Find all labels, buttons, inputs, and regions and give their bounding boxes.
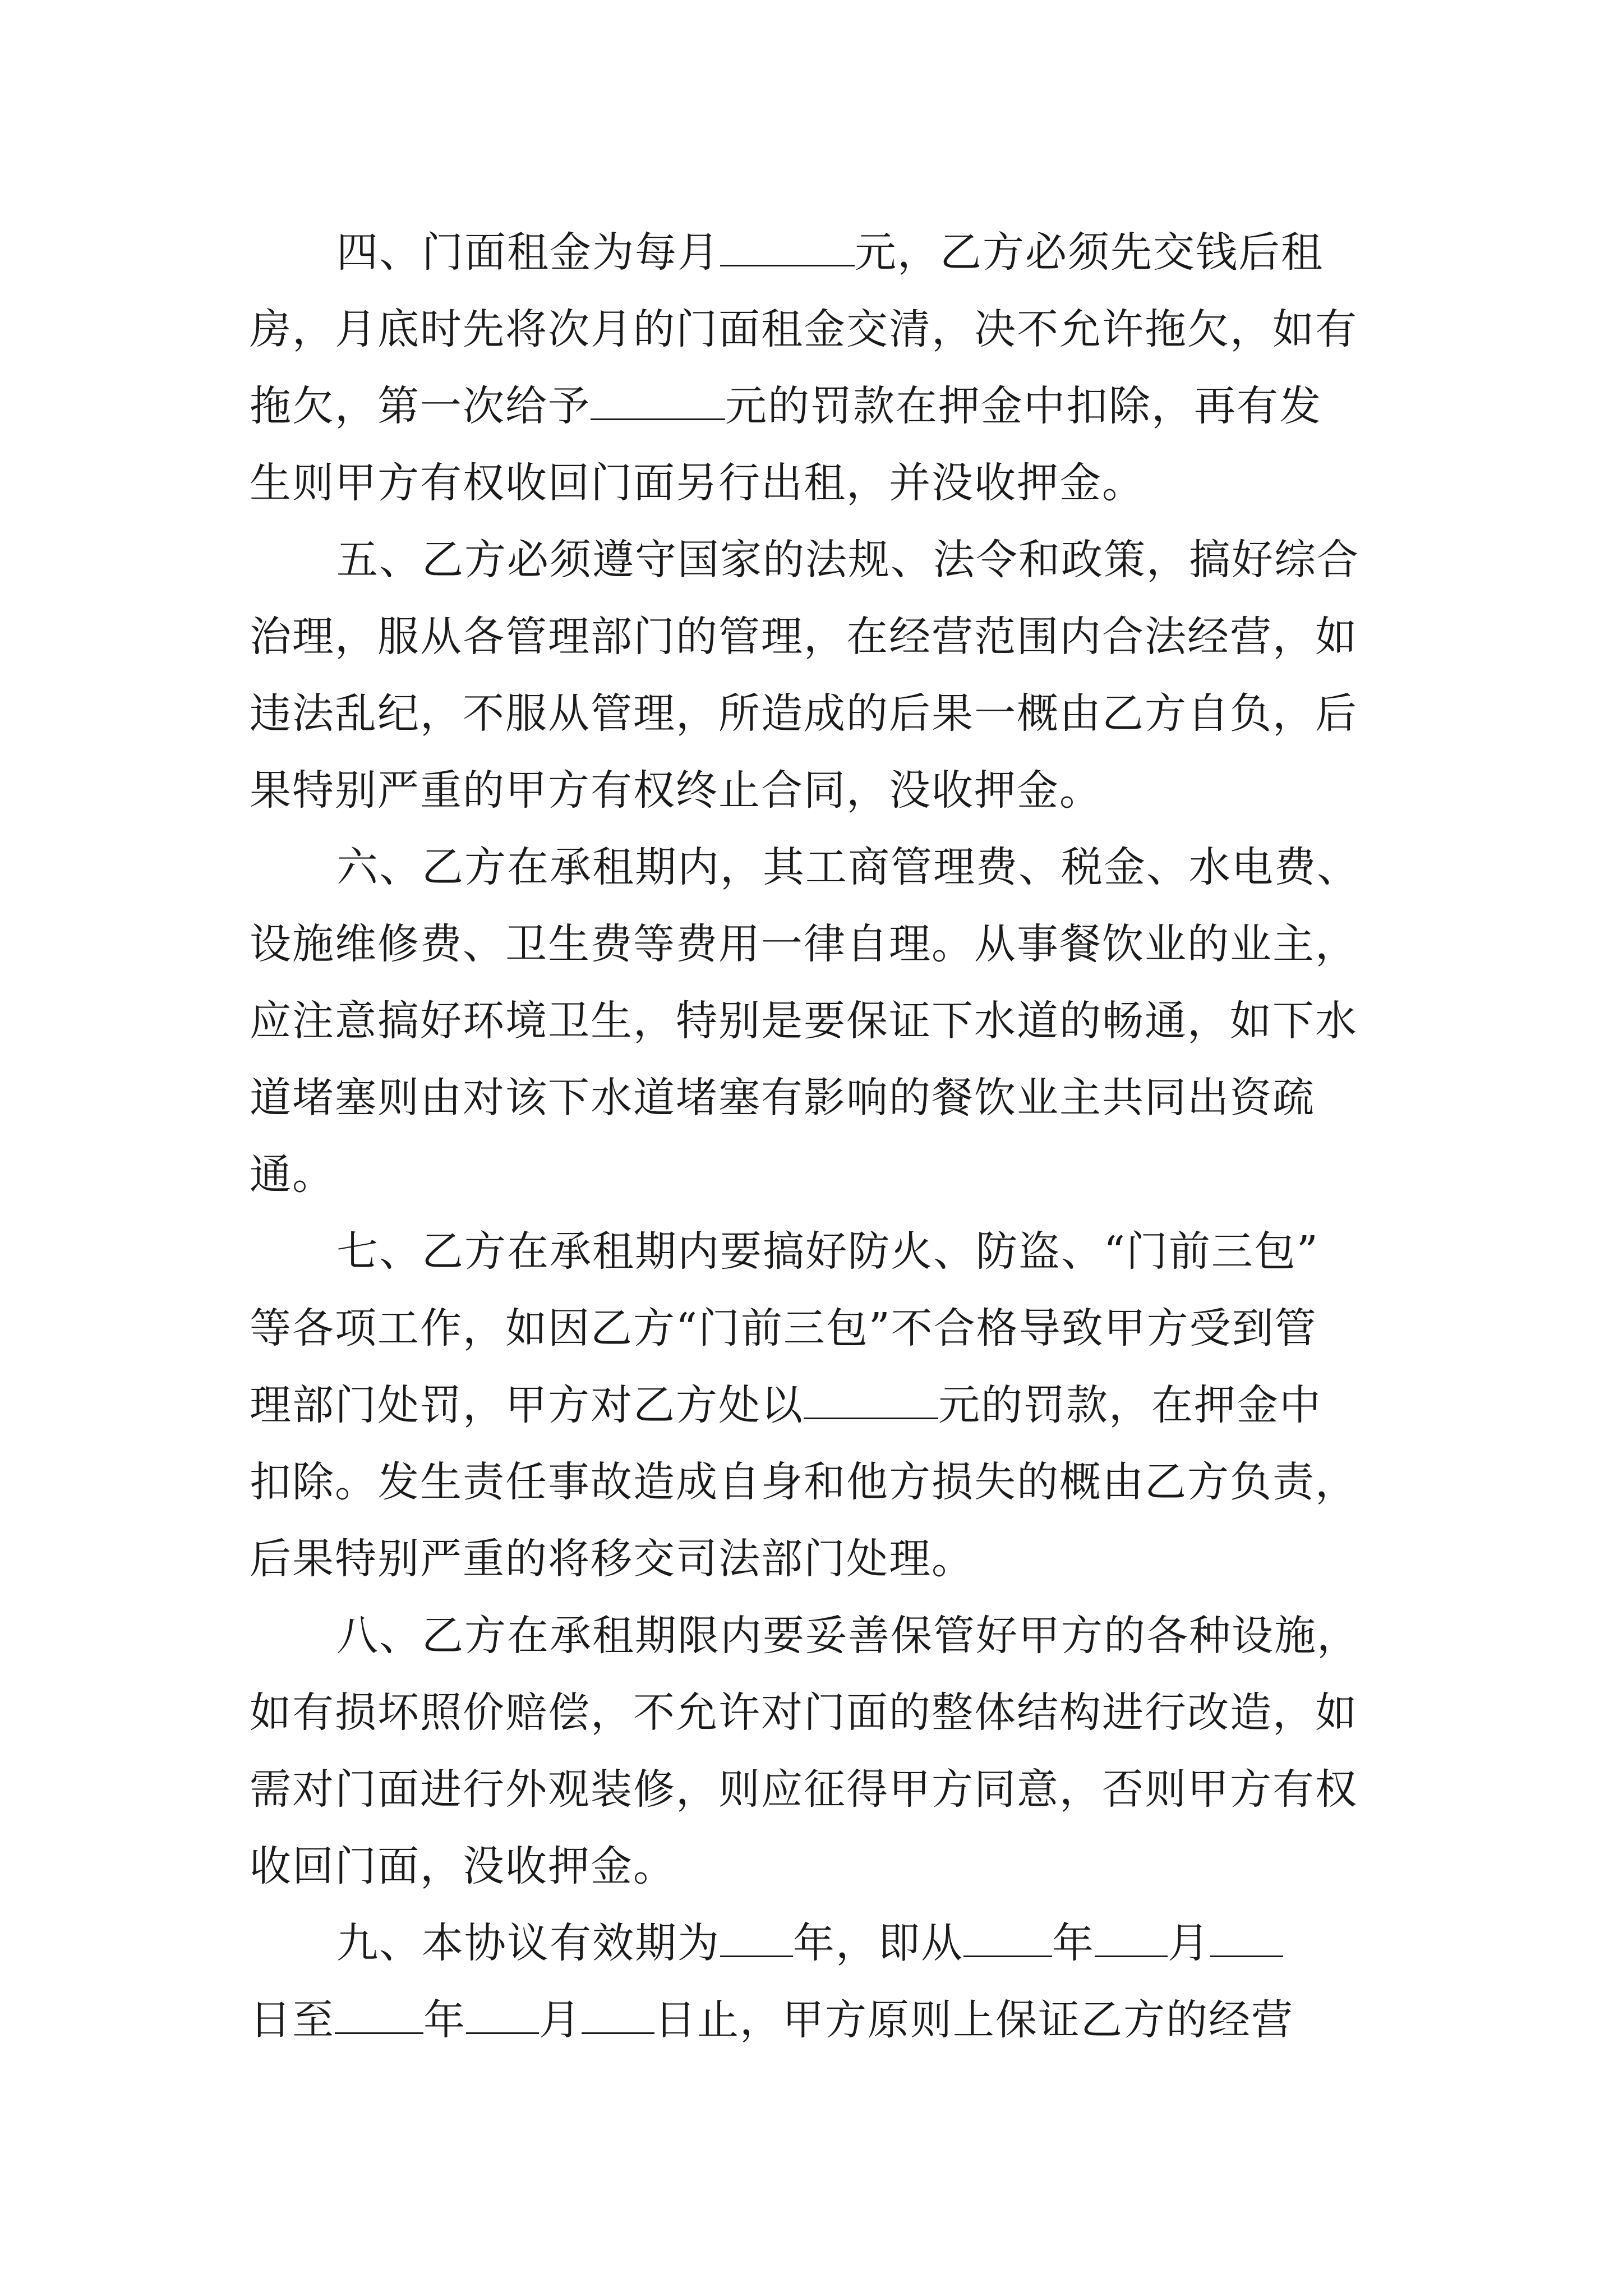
line-text: 五、乙方必须遵守国家的法规、法令和政策，搞好综合 [336,536,1359,584]
fill-in-blank[interactable] [1210,1921,1283,1957]
line-text: 元，乙方必须先交钱后租 [855,228,1324,277]
line-text: 九、本协议有效期为 [336,1919,720,1967]
text-line [250,829,1388,906]
line-text: 四、门面租金为每月 [336,228,720,277]
text-line [250,1828,1388,1905]
text-line [250,1905,1388,1982]
line-text: 元的罚款，在押金中 [938,1381,1322,1429]
line-text: 七、乙方在承租期内要搞好防火、防盗、“门前三包” [336,1227,1319,1276]
text-line [250,983,1388,1060]
fill-in-blank[interactable] [582,1998,654,2034]
text-line [250,1367,1388,1444]
text-line [250,1060,1388,1137]
line-text: 应注意搞好环境卫生，特别是要保证下水道的畅通，如下水 [250,997,1358,1045]
fill-in-blank[interactable] [720,1921,793,1957]
paragraph-clause-9 [250,1905,1388,2059]
text-line [250,599,1388,675]
text-line [250,906,1388,983]
fill-in-blank[interactable] [720,230,855,266]
text-line [250,291,1388,368]
text-line [250,1213,1388,1290]
line-text: 六、乙方在承租期内，其工商管理费、税金、水电费、 [336,843,1359,891]
line-text: 等各项工作，如因乙方“门前三包”不合格导致甲方受到管 [250,1304,1317,1352]
line-text: 年，即从 [793,1919,963,1967]
line-text: 果特别严重的甲方有权终止合同，没收押金。 [250,766,1102,815]
fill-in-blank[interactable] [804,1383,938,1419]
text-line [250,1444,1388,1521]
line-text: 理部门处罚，甲方对乙方处以 [250,1381,804,1429]
paragraph-clause-8 [250,1598,1388,1905]
line-text: 八、乙方在承租期限内要妥善保管好甲方的各种设施， [336,1612,1359,1660]
line-text: 日止，甲方原则上保证乙方的经营 [654,1996,1294,2044]
text-line [250,1137,1388,1213]
fill-in-blank[interactable] [963,1921,1052,1957]
line-text: 收回门面，没收押金。 [250,1842,676,1890]
line-text: 如有损坏照价赔偿，不允许对门面的整体结构进行改造，如 [250,1688,1358,1737]
paragraph-clause-7 [250,1213,1388,1598]
text-line [250,522,1388,599]
text-line [250,752,1388,829]
text-line [250,1674,1388,1751]
fill-in-blank[interactable] [466,1998,539,2034]
line-text: 房，月底时先将次月的门面租金交清，决不允许拖欠，如有 [250,305,1358,353]
fill-in-blank[interactable] [335,1998,423,2034]
text-line [250,1598,1388,1674]
text-line [250,1290,1388,1367]
line-text: 元的罚款在押金中扣除，再有发 [725,382,1322,430]
text-line [250,445,1388,522]
line-text: 生则甲方有权收回门面另行出租，并没收押金。 [250,459,1145,507]
line-text: 月 [539,1996,582,2044]
line-text: 治理，服从各管理部门的管理，在经营范围内合法经营，如 [250,613,1358,661]
contract-body [250,214,1388,2059]
text-line [250,1521,1388,1598]
paragraph-clause-4 [250,214,1388,522]
line-text: 需对门面进行外观装修，则应征得甲方同意，否则甲方有权 [250,1765,1358,1814]
line-text: 后果特别严重的将移交司法部门处理。 [250,1535,974,1583]
line-text: 扣除。发生责任事故造成自身和他方损失的概由乙方负责， [250,1458,1358,1506]
text-line [250,1982,1388,2059]
line-text: 年 [423,1996,466,2044]
line-text: 道堵塞则由对该下水道堵塞有影响的餐饮业主共同出资疏 [250,1074,1315,1122]
text-line [250,214,1388,291]
text-line [250,368,1388,445]
line-text: 年 [1052,1919,1095,1967]
fill-in-blank[interactable] [591,384,725,420]
paragraph-clause-5 [250,522,1388,829]
paragraph-clause-6 [250,829,1388,1213]
line-text: 日至 [250,1996,335,2044]
text-line [250,1751,1388,1828]
line-text: 月 [1168,1919,1210,1967]
line-text: 设施维修费、卫生费等费用一律自理。从事餐饮业的业主， [250,920,1358,968]
fill-in-blank[interactable] [1095,1921,1168,1957]
line-text: 违法乱纪，不服从管理，所造成的后果一概由乙方自负，后 [250,689,1358,738]
text-line [250,675,1388,752]
line-text: 拖欠，第一次给予 [250,382,591,430]
line-text: 通。 [250,1151,335,1199]
